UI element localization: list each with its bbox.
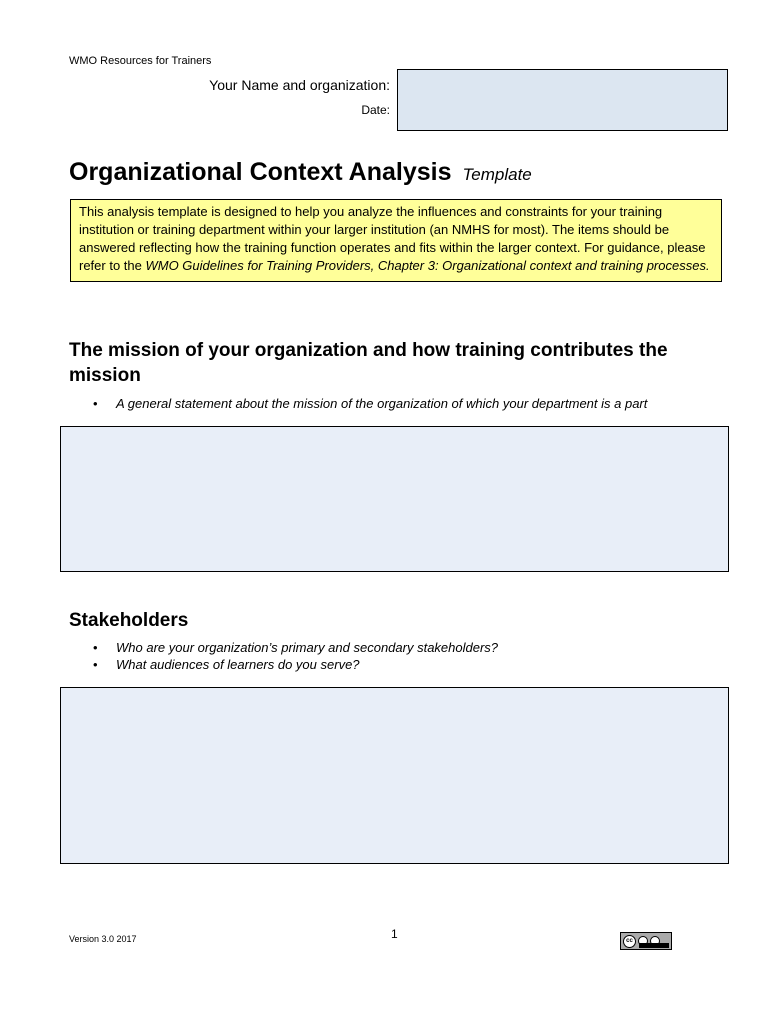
section-heading-mission: The mission of your organization and how training contributes the mission — [69, 340, 668, 386]
page-title-main: Organizational Context Analysis — [69, 158, 452, 186]
cc-logo-icon: cc — [623, 935, 636, 948]
section-heading-stakeholders: Stakeholders — [69, 610, 189, 631]
cc-badge-bar — [639, 943, 669, 948]
list-item: • Who are your organization’s primary and secondary stakeholders? — [116, 639, 768, 656]
footer-version: Version 3.0 2017 — [69, 934, 137, 944]
page-number: 1 — [391, 927, 398, 941]
cc-by-sa-icon — [620, 932, 672, 950]
list-item: • What audiences of learners do you serve? — [116, 656, 768, 673]
intro-guidelines-reference: WMO Guidelines for Training Providers, Chapter 3: Organizational context and training processes. — [145, 258, 710, 273]
page-title — [69, 158, 532, 187]
stakeholders-answer-box[interactable] — [60, 687, 729, 864]
mission-bullet-list — [70, 395, 768, 412]
mission-answer-box[interactable] — [60, 426, 729, 572]
date-label: Date: — [361, 103, 390, 117]
resource-label: WMO Resources for Trainers — [69, 55, 212, 67]
page-title-subtitle: Template — [462, 165, 532, 184]
name-date-input-box[interactable] — [397, 69, 728, 131]
stakeholders-bullet-list — [70, 639, 768, 673]
intro-note — [70, 199, 722, 282]
intro-text: This analysis template is designed to help you analyze the influences and constraints for your training institution or training department within your larger institution (an NMHS for most). The items should be answered reflecting how the training function operates and fits within the larger context. For guidance, please refer to the — [79, 204, 706, 273]
list-item: • A general statement about the mission of the organization of which your department is a part — [116, 395, 768, 412]
name-organization-label: Your Name and organization: — [209, 77, 390, 93]
